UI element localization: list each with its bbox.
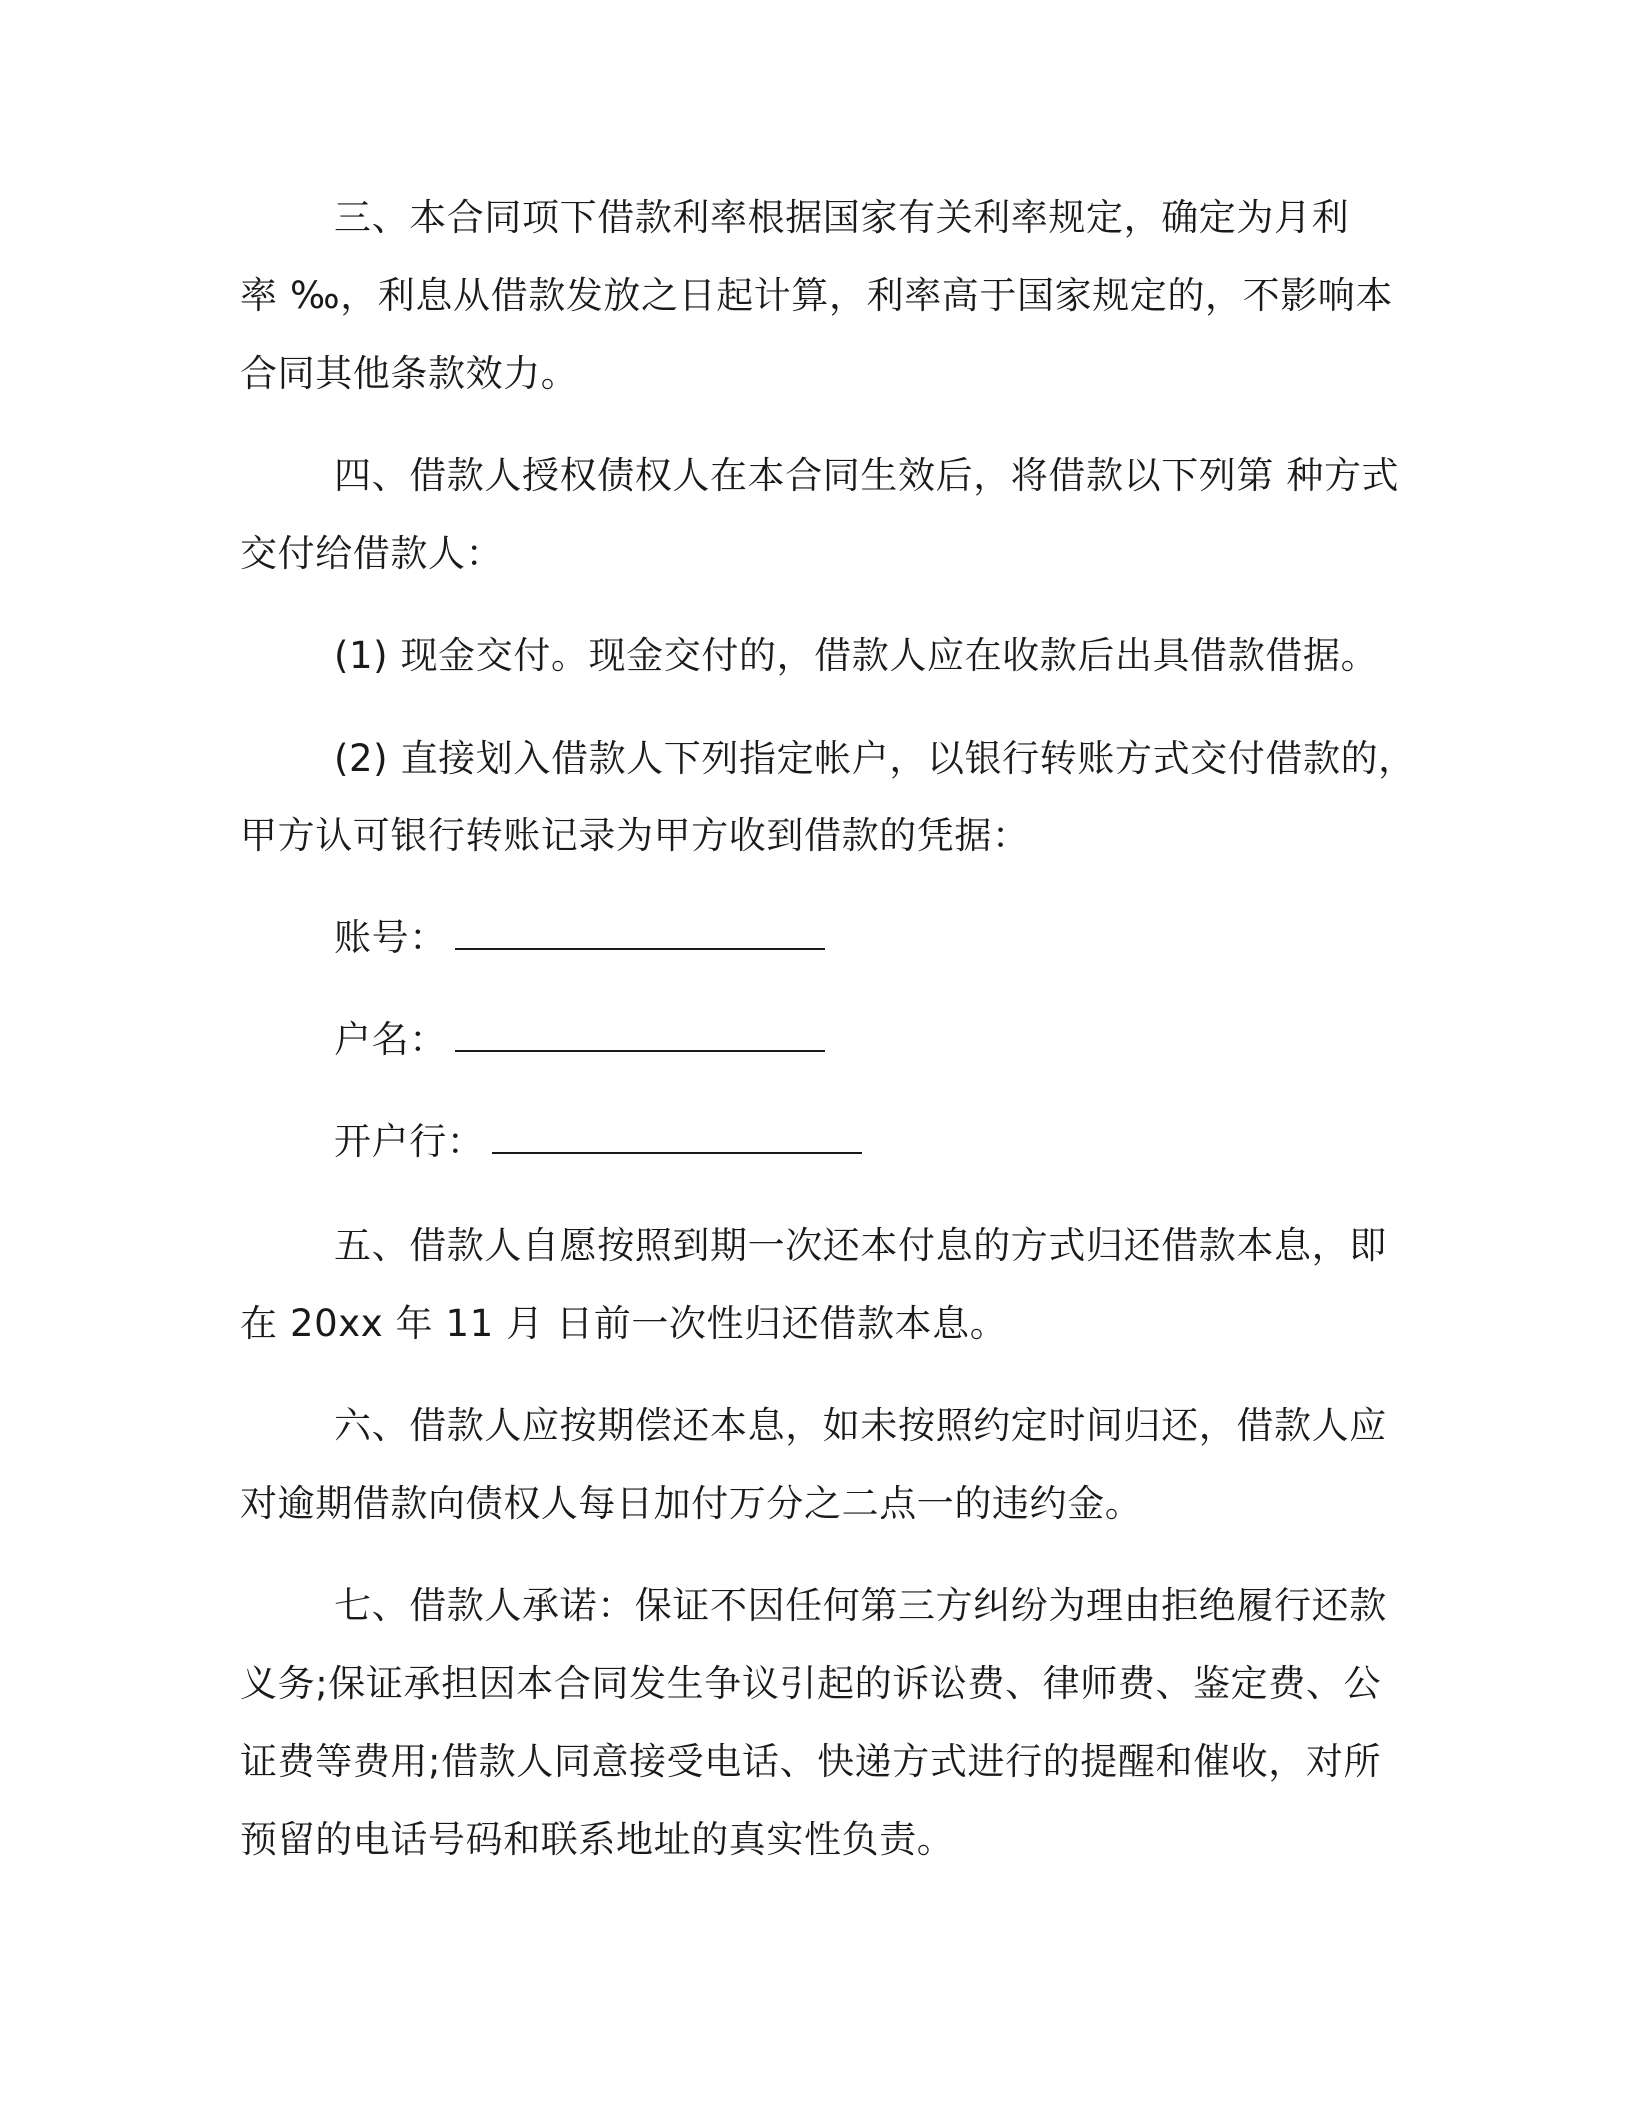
bank-branch-label: 开户行：: [334, 1120, 485, 1163]
clause-4-line-1: 四、借款人授权债权人在本合同生效后，将借款以下列第 种方式: [334, 454, 1400, 497]
account-number-label: 账号：: [334, 916, 447, 959]
bank-branch-blank: [492, 1122, 862, 1154]
account-number-blank: [455, 918, 825, 950]
account-name-field: [334, 1014, 825, 1066]
option-1-line-1: (1) 现金交付。现金交付的，借款人应在收款后出具借款借据。: [334, 634, 1379, 677]
clause-6-line-1: 六、借款人应按期偿还本息，如未按照约定时间归还，借款人应: [334, 1404, 1387, 1447]
account-name-label: 户名：: [334, 1018, 447, 1061]
bank-branch-field: [334, 1116, 862, 1168]
clause-5-line-2: 在 20xx 年 11 月 日前一次性归还借款本息。: [240, 1302, 1008, 1345]
option-2-line-1: (2) 直接划入借款人下列指定帐户，以银行转账方式交付借款的，: [334, 737, 1416, 780]
clause-7-line-4: 预留的电话号码和联系地址的真实性负责。: [240, 1818, 955, 1861]
account-number-field: [334, 912, 825, 964]
clause-7-line-1: 七、借款人承诺：保证不因任何第三方纠纷为理由拒绝履行还款: [334, 1584, 1387, 1627]
option-2-line-2: 甲方认可银行转账记录为甲方收到借款的凭据：: [240, 814, 1030, 857]
clause-3-line-3: 合同其他条款效力。: [240, 352, 579, 395]
clause-3-line-2: 率 ‰，利息从借款发放之日起计算，利率高于国家规定的，不影响本: [240, 274, 1394, 317]
clause-3-line-1: 三、本合同项下借款利率根据国家有关利率规定，确定为月利: [334, 196, 1350, 239]
clause-6-line-2: 对逾期借款向债权人每日加付万分之二点一的违约金。: [240, 1482, 1143, 1525]
clause-4-line-2: 交付给借款人：: [240, 532, 504, 575]
clause-5-line-1: 五、借款人自愿按照到期一次还本付息的方式归还借款本息，即: [334, 1224, 1387, 1267]
clause-7-line-3: 证费等费用;借款人同意接受电话、快递方式进行的提醒和催收，对所: [240, 1740, 1382, 1783]
account-name-blank: [455, 1020, 825, 1052]
clause-7-line-2: 义务;保证承担因本合同发生争议引起的诉讼费、律师费、鉴定费、公: [240, 1662, 1382, 1705]
